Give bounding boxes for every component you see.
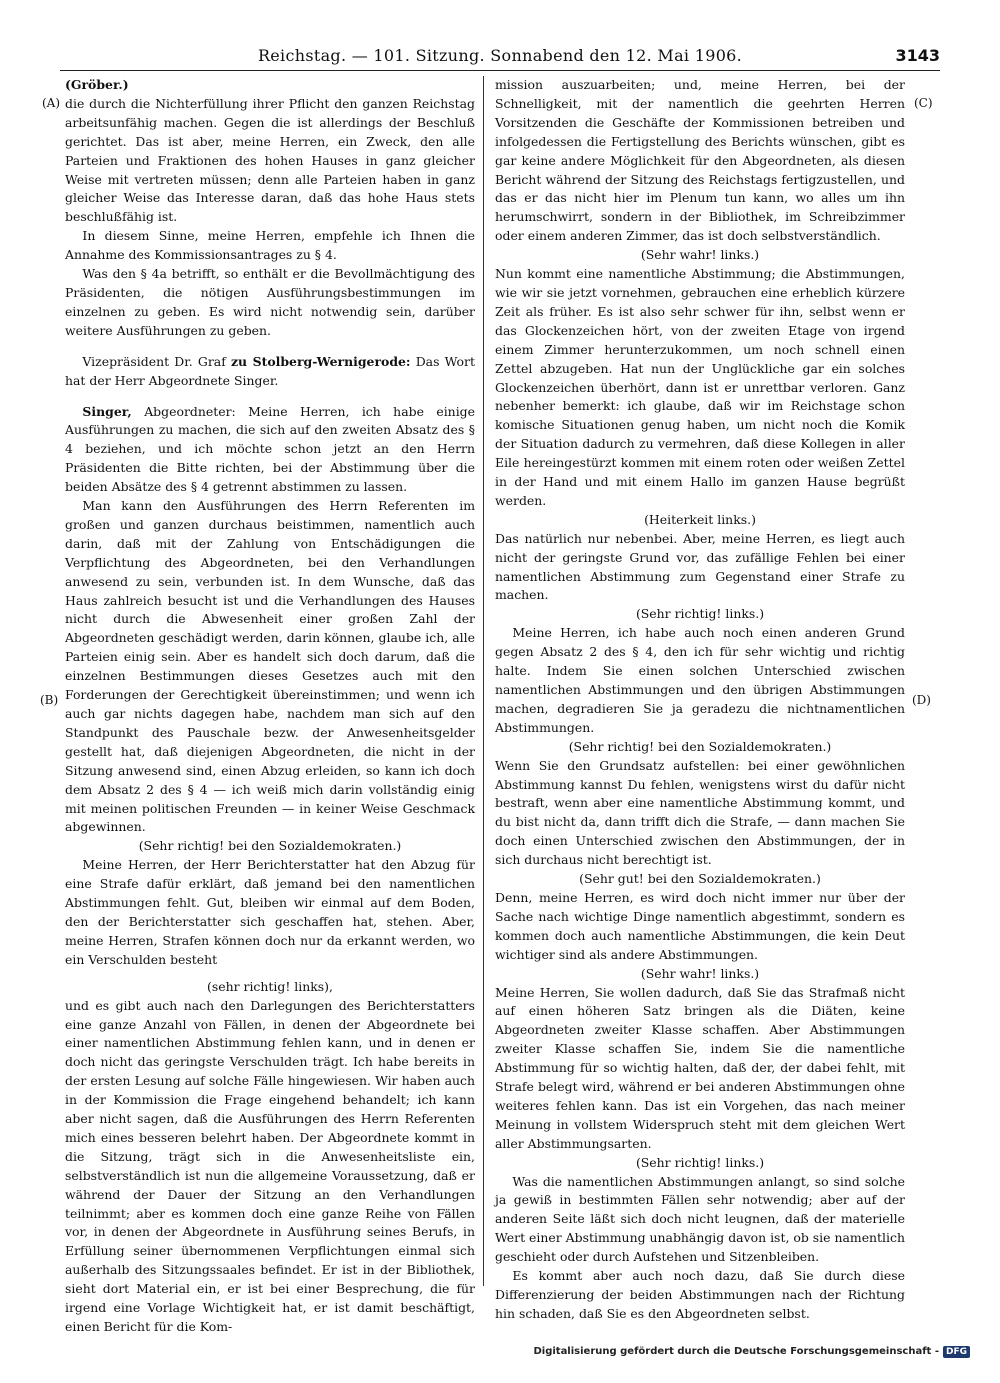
interjection: (Sehr gut! bei den Sozialdemokraten.) <box>579 871 821 887</box>
header-rule <box>60 70 940 71</box>
paragraph: Das natürlich nur nebenbei. Aber, meine Herren, es liegt auch nicht der geringste Grund vor, das zufällige Fehlen bei einer namentlichen Abstimmung zum Gegenstand einer Strafe zu machen. <box>495 530 905 603</box>
paragraph: Was den § 4a betrifft, so enthält er die Bevollmächtigung des Präsidenten, die nötigen Ausführungsbestimmungen im einzelnen zu geben. Es wird nicht notwendig sein, darüber weitere Ausführungen zu geben. <box>65 266 475 338</box>
speaker-name: Singer, <box>82 403 132 419</box>
interjection: (Sehr richtig! links.) <box>635 606 765 622</box>
running-header <box>60 46 940 70</box>
margin-marker-d: (D) <box>912 693 931 707</box>
interjection: (Heiterkeit links.) <box>644 511 756 527</box>
interjection: (Sehr richtig! bei den Sozialdemokraten.) <box>568 738 832 754</box>
singer-paragraph <box>65 403 475 498</box>
right-column <box>495 76 905 1324</box>
interjection: (Sehr richtig! bei den Sozialdemokraten.) <box>138 838 402 854</box>
margin-marker-b: (B) <box>40 693 59 707</box>
interjection: (Sehr richtig! links.) <box>635 1154 765 1170</box>
digitization-credit <box>533 1346 970 1358</box>
margin-marker-c: (C) <box>914 96 933 110</box>
paragraph: mission auszuarbeiten; und, meine Herren, bei der Schnelligkeit, mit der namentlich die geehrten Herren Vorsitzenden die Geschäfte der Kommissionen betreiben und infolgedessen die Fertigstellung des Berichts wünschen, gibt es gar keine andere Möglichkeit für den Abgeordneten, als diesen Bericht während der Sitzung des Reichstags fertigzustellen, und das er das nicht hier im Plenum tun kann, wo alles um ihn herumschwirrt, sondern in der Bibliothek, im Schreibzimmer oder einem anderen Zimmer, das ist doch selbstverständlich. <box>495 77 905 244</box>
paragraph: Denn, meine Herren, es wird doch nicht immer nur über der Sache nach wichtige Dinge namentlich abgestimmt, sondern es kommen doch auch namentliche Abstimmungen, die kein Deut wichtiger sind als andere Abstimmungen. <box>495 889 905 962</box>
paragraph: und es gibt auch nach den Darlegungen des Berichterstatters eine ganze Anzahl von Fällen, in denen der Abgeordnete bei einer namentlichen Abstimmung fehlen kann, und in denen er doch nicht das geringste Verschulden trägt. Ich habe bereits in der ersten Lesung auf solche Fälle hingewiesen. Wir haben auch in der Kommission die Frage eingehend behandelt; ich kann aber nicht sagen, daß die Ausführungen des Herrn Referenten mich eines besseren belehrt haben. Der Abgeordnete kommt in die Sitzung, trägt sich in die Anwesenheitsliste ein, selbstverständlich ist nun die allgemeine Voraussetzung, daß er während der Dauer der Sitzung an den Verhandlungen teilnimmt; aber es kommen doch eine ganze Reihe von Fällen vor, in denen der Abgeordnete in Ausführung seines Berufs, in Erfüllung seiner übernommenen Verpflichtungen einmal sich außerhalb des Sitzungssaales befindet. Er ist in der Bibliothek, sieht dort Material ein, er ist bei einer Besprechung, die für irgend eine Vorlage Wichtigkeit hat, er ist damit beschäftigt, einen Bericht für die Kom- <box>65 997 475 1334</box>
vice-president-paragraph <box>65 353 475 391</box>
interjection: (sehr richtig! links), <box>207 978 333 994</box>
paragraph: Was die namentlichen Abstimmungen anlangt, so sind solche ja gewiß in bestimmten Fällen sehr notwendig; aber auf der anderen Seite läßt sich doch nicht leugnen, daß der materielle Wert einer Abstimmung unabhängig davon ist, ob sie namentlich geschieht oder durch Aufstehen und Sitzenbleiben. <box>495 1173 905 1265</box>
paragraph: Meine Herren, Sie wollen dadurch, daß Sie das Strafmaß nicht auf einen höheren Satz bringen als die Diäten, keine Abgeordneten zweiter Klasse schaffen. Aber Abstimmungen zweiter Klasse schaffen Sie, indem Sie die namentliche Abstimmung für so wichtig halten, daß der, der dabei fehlt, mit Strafe belegt wird, während er bei anderen Abstimmungen ohne weiteres fehlen kann. Das ist ein Vorgehen, das nach meiner Meinung in vollstem Widerspruch steht mit dem gleichen Wert aller Abstimmungsarten. <box>495 984 905 1151</box>
left-column <box>65 76 475 1337</box>
page-number: 3143 <box>895 46 940 65</box>
vp-text: Das Wort hat der Herr Abgeordnete Singer. <box>65 353 475 388</box>
dfg-logo: DFG <box>943 1346 970 1358</box>
credit-text: Digitalisierung gefördert durch die Deutsche Forschungsgemeinschaft - <box>533 1346 939 1357</box>
paragraph: Meine Herren, der Herr Berichterstatter hat den Abzug für eine Strafe dafür erklärt, daß jemand bei den namentlichen Abstimmungen fehlt. Gut, bleiben wir einmal auf dem Boden, den der Berichterstatter sich geschaffen hat, stehen. Aber, meine Herren, Strafen können doch nur da erkannt werden, wo ein Verschulden besteht <box>65 857 475 967</box>
header-title: Reichstag. — 101. Sitzung. Sonnabend den 12. Mai 1906. <box>257 46 743 65</box>
margin-marker-a: (A) <box>42 96 61 110</box>
paragraph: Nun kommt eine namentliche Abstimmung; die Abstimmungen, wie wir sie jetzt vornehmen, gebrauchen eine erheblich kürzere Zeit als früher. Es ist also sehr schwer für ihn, selbst wenn er das Glockenzeichen hört, von der zweiten Etage von irgend einem Zimmer herunterzukommen, um noch schnell einen Zettel abzugeben. Hat nun der Unglückliche gar ein solches Glockenzeichen überhört, dann ist er unrettbar verloren. Ganz nebenher bemerkt: ich glaube, daß wir im Reichstage schon komische Situationen genug haben, um nicht noch die Komik der Situation dadurch zu vermehren, daß diese Kollegen in aller Eile hereingestürzt kommen mit einem roten oder weißen Zettel in der Hand und mit einem Hallo im ganzen Hause begrüßt werden. <box>495 266 905 508</box>
vp-name: zu Stolberg-Wernigerode: <box>230 353 411 369</box>
paragraph: die durch die Nichterfüllung ihrer Pflicht den ganzen Reichstag arbeitsunfähig machen. Gegen die ist allerdings der Beschluß gerichtet. Das ist aber, meine Herren, ein Zweck, den alle Parteien und Fraktionen des hohen Hauses in ganz gleicher Weise mit vertreten müssen; denn alle Parteien haben in ganz gleicher Weise das Interesse daran, daß das hohe Haus stets beschlußfähig ist. <box>65 95 475 225</box>
interjection: (Sehr wahr! links.) <box>640 247 760 263</box>
paragraph: Man kann den Ausführungen des Herrn Referenten im großen und ganzen durchaus beistimmen, namentlich auch darin, daß mit der Zahlung von Entschädigungen die Verpflichtung des Abgeordneten, bei den Verhandlungen anwesend zu sein, verbunden ist. In dem Wunsche, daß das Haus zahlreich besucht ist und die Verhandlungen des Hauses nicht durch die Abwesenheit einer großen Zahl der Abgeordneten geschädigt werden, darin können, glaube ich, alle Parteien einig sein. Aber es handelt sich doch darum, daß die einzelnen Bestimmungen dieses Gesetzes auch mit den Forderungen der Gerechtigkeit übereinstimmen; und wenn ich auch gar nichts dagegen habe, nachdem man sich auf den Standpunkt des Pauschale bezw. der Anwesenheitsgelder gestellt hat, daß diejenigen Abgeordneten, die nicht in der Sitzung anwesend sind, einen Abzug erleiden, so kann ich doch dem Absatz 2 des § 4 — ich weiß mich darin vollständig einig mit meinen politischen Freunden — in keiner Weise Geschmack abgewinnen. <box>65 498 475 835</box>
speaker-text: Abgeordneter: Meine Herren, ich habe einige Ausführungen zu machen, die sich auf den zweiten Absatz des § 4 beziehen, und ich möchte schon jetzt an den Herrn Präsidenten die Bitte richten, bei der Abstimmung über die beiden Absätze des § 4 getrennt abstimmen zu lassen. <box>65 403 475 495</box>
column-divider <box>483 76 484 1286</box>
speaker-continuation: (Gröber.) <box>65 77 129 92</box>
paragraph: Meine Herren, ich habe auch noch einen anderen Grund gegen Absatz 2 des § 4, den ich für sehr wichtig und richtig halte. Indem Sie einen solchen Unterschied zwischen namentlichen Abstimmungen und den übrigen Abstimmungen machen, degradieren Sie ja geradezu die nichtnamentlichen Abstimmungen. <box>495 625 905 735</box>
interjection: (Sehr wahr! links.) <box>640 965 760 981</box>
paragraph: In diesem Sinne, meine Herren, empfehle ich Ihnen die Annahme des Kommissionsantrages zu § 4. <box>65 228 475 263</box>
paragraph: Es kommt aber auch noch dazu, daß Sie durch diese Differenzierung der beiden Abstimmungen nach der Richtung hin schaden, daß Sie es den Abgeordneten selbst. <box>495 1268 905 1321</box>
vp-title: Vizepräsident Dr. Graf <box>82 353 226 369</box>
paragraph: Wenn Sie den Grundsatz aufstellen: bei einer gewöhnlichen Abstimmung kannst Du fehlen, wenigstens wirst du dafür nicht bestraft, wenn aber eine namentliche Abstimmung kommt, und du bist nicht da, dann trifft dich die Strafe, — dann machen Sie doch einen Unterschied zwischen den Abstimmungen, der in sich durchaus nicht berechtigt ist. <box>495 757 905 868</box>
